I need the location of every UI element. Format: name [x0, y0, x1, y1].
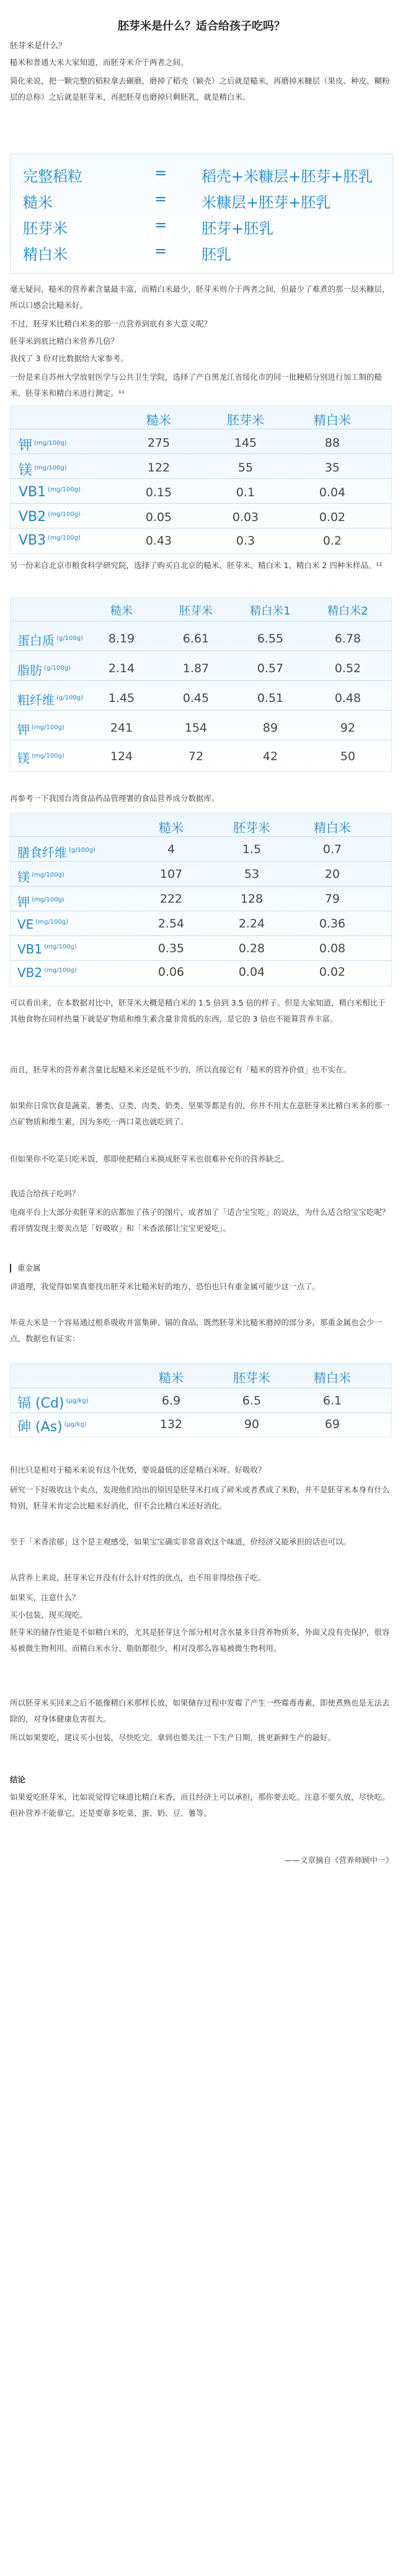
composition-name: 糙米 — [23, 194, 53, 211]
table-cell: 6.9 — [161, 1394, 181, 1408]
row-unit: (μg/kg) — [64, 1421, 87, 1428]
table-cell: 128 — [240, 892, 264, 906]
table-cell: 145 — [234, 436, 257, 450]
row-unit: (mg/100g) — [35, 919, 69, 926]
row-name — [17, 748, 64, 766]
composition-name: 胚芽米 — [23, 220, 68, 237]
table-cell: 50 — [340, 750, 356, 763]
nutrient-table-2 — [10, 597, 392, 772]
table-header: 糙米 — [110, 605, 133, 618]
table-cell: 241 — [110, 721, 133, 735]
row-name — [19, 509, 81, 525]
body-paragraph: 另一份来自北京市粮食科学研究院，选择了购买自北京的糙米、胚芽米、精白米 1、精白米 2 四种米样品。¹² — [10, 561, 383, 570]
row-divider — [10, 710, 392, 711]
row-label: VB1 — [19, 484, 46, 500]
table-cell: 0.02 — [319, 510, 346, 524]
table-cell: 0.7 — [322, 843, 342, 856]
table-cell: 0.04 — [319, 486, 346, 499]
table-cell: 8.19 — [108, 632, 135, 646]
table-cell: 53 — [244, 867, 260, 881]
body-paragraph: 如果爱吃胚芽米，比如说觉得它味道比精白米香，而且经济上可以承担，那你要去吃。注意不要久放，尽快吃。但补营养不能靠它，还是要靠多吃菜、蛋、奶、豆、薯等。 — [10, 1792, 390, 1818]
row-name — [17, 843, 95, 861]
row-label: 镁 — [17, 751, 30, 766]
table-cell: 0.45 — [182, 691, 210, 705]
body-paragraph: 讲道理，我觉得如果真要找出胚芽米比糙米好的地方，恐怕也只有重金属可能少这一点了。 — [10, 1282, 321, 1291]
row-label: 钾 — [19, 438, 33, 453]
row-divider — [10, 836, 392, 837]
table-cell: 35 — [324, 461, 340, 475]
table-cell: 0.02 — [319, 965, 346, 979]
page-title: 胚芽米是什么？适合给孩子吃吗？ — [118, 20, 285, 33]
table-cell: 72 — [188, 750, 204, 763]
section-heading: 重金属 — [17, 1263, 41, 1273]
intro-line: 糙米和普通大米大家知道，而胚芽米介于两者之间。 — [10, 58, 188, 67]
nutrient-table-1 — [10, 405, 392, 554]
table-cell: 1.87 — [182, 662, 210, 675]
table-cell: 0.08 — [319, 942, 346, 955]
intro-explain: 简化来说，把一颗完整的稻粒拿去碾磨，磨掉了稻壳（颖壳）之后就是糙米，再磨掉米糠层（果皮、种皮、糊粉层的总称）之后就是胚芽米，再把胚芽也磨掉只剩胚乳，就是精白米。 — [10, 76, 390, 102]
composition-parts: 稻壳+米糠层+胚芽+胚乳 — [202, 168, 373, 185]
row-name — [17, 892, 64, 910]
table-cell: 92 — [340, 721, 356, 735]
row-label: 蛋白质 — [17, 633, 55, 648]
row-name — [17, 965, 77, 980]
row-name — [19, 435, 67, 454]
row-divider — [10, 935, 392, 936]
body-paragraph: 毫无疑问，糙米的营养素含量最丰富，而精白米最少，胚芽米则介于两者之间，但最少了难煮的那一层米糠层，所以口感会比糙米好。 — [10, 284, 390, 310]
row-unit: (μg/kg) — [66, 1397, 89, 1404]
body-paragraph: 研究一下好吸收这个卖点，发现他们给出的原因是胚芽米打成了碎米或者煮成了米粉，并不是胚芽米本身有什么特别，胚芽米肯定会比糙米好消化，但不会比精白米还好消化。 — [10, 1485, 390, 1510]
table-header: 糙米 — [146, 413, 171, 427]
table-cell: 6.61 — [182, 632, 210, 646]
table-header: 精白米2 — [327, 605, 368, 618]
composition-name: 精白米 — [23, 246, 68, 263]
table-header: 糙米 — [159, 820, 184, 835]
table-cell: 1.5 — [242, 843, 262, 856]
row-divider — [10, 960, 392, 961]
row-unit: (mg/100g) — [32, 872, 64, 879]
body-paragraph: 再参考一下我国台湾食品药品管理署的食品营养成分数据库。 — [10, 794, 219, 803]
table-cell: 0.03 — [232, 510, 259, 524]
table-cell: 0.48 — [334, 691, 361, 705]
section-marker — [10, 1264, 11, 1273]
row-divider — [10, 886, 392, 887]
row-label: 砷 (As) — [17, 1419, 63, 1435]
row-divider — [10, 478, 392, 479]
row-name — [17, 942, 77, 957]
table-cell: 275 — [147, 436, 170, 450]
row-label: 膳食纤维 — [17, 845, 67, 860]
composition-row — [11, 186, 392, 211]
table-header: 精白米 — [314, 1370, 351, 1385]
table-cell: 0.2 — [322, 534, 342, 548]
table-header: 糙米 — [159, 1370, 184, 1385]
composition-parts: 胚芽+胚乳 — [202, 220, 274, 237]
row-label: 钾 — [17, 895, 30, 909]
table-header: 胚芽米 — [233, 1370, 270, 1385]
row-name — [17, 867, 64, 885]
table-cell: 222 — [159, 892, 183, 906]
table-cell: 1.45 — [108, 691, 135, 705]
body-paragraph: 而且，胚芽米的营养素含量比起糙米来还是低不少的，所以直接它有「糙米的营养价值」也不实在。 — [10, 1065, 352, 1074]
row-divider — [10, 453, 392, 454]
table-cell: 0.51 — [257, 691, 284, 705]
table-cell: 79 — [324, 892, 340, 906]
table-cell: 6.1 — [322, 1394, 342, 1408]
row-unit: (g/100g) — [44, 665, 71, 672]
row-label: 镉 (Cd) — [17, 1396, 64, 1411]
row-name — [19, 533, 81, 548]
table-cell: 0.15 — [145, 486, 172, 499]
composition-equals: = — [154, 242, 167, 260]
table-cell: 0.04 — [238, 965, 265, 979]
composition-parts: 胚乳 — [202, 246, 231, 263]
table-cell: 55 — [237, 461, 254, 475]
table-cell: 6.55 — [257, 632, 284, 646]
table-cell: 4 — [167, 843, 175, 856]
body-paragraph: 至于「米香浓郁」这个是主观感受，如果宝宝确实非常喜欢这个味道，价经济又能承担的话也可以。 — [10, 1537, 352, 1546]
row-divider — [10, 861, 392, 862]
table-cell: 154 — [184, 721, 208, 735]
row-unit: (g/100g) — [69, 847, 95, 854]
row-label: VB2 — [19, 509, 46, 525]
row-name — [19, 460, 67, 479]
table-header: 胚芽米 — [233, 820, 270, 835]
table-cell: 124 — [110, 750, 133, 763]
table-cell: 0.35 — [157, 942, 185, 955]
body-paragraph: 我找了 3 份对比数据给大家参考。 — [10, 354, 128, 363]
table-cell: 69 — [324, 1417, 340, 1431]
composition-row — [11, 212, 392, 237]
composition-parts: 米糠层+胚芽+胚乳 — [202, 194, 331, 211]
row-label: VE — [17, 917, 34, 932]
table-header: 精白米 — [314, 820, 351, 835]
body-paragraph: 从营养上来说，胚芽米它并没有什么针对性的优点，也不用非得给孩子吃。 — [10, 1573, 266, 1582]
conclusion-heading: 结论 — [10, 1775, 26, 1784]
table-cell: 6.78 — [334, 632, 361, 646]
body-paragraph: 如果你日常饮食是蔬菜、薯类、豆类、肉类、奶类、坚果等都是有的，你并不用太在意胚芽米比精白米多的那一点矿物质和维生素，因为多吃一两口菜也就吃到了。 — [10, 1101, 390, 1126]
row-name — [17, 631, 83, 649]
table-cell: 88 — [324, 436, 340, 450]
row-unit: (mg/100g) — [44, 967, 77, 975]
row-unit: (mg/100g) — [48, 486, 81, 493]
table-cell: 89 — [262, 721, 278, 735]
table-cell: 0.06 — [157, 965, 185, 979]
row-unit: (mg/100g) — [34, 464, 67, 471]
composition-row — [11, 239, 392, 263]
table-cell: 2.54 — [157, 917, 185, 931]
table-cell: 90 — [244, 1417, 260, 1431]
row-label: 脂肪 — [17, 663, 42, 678]
row-unit: (mg/100g) — [48, 510, 81, 518]
row-unit: (g/100g) — [56, 694, 83, 702]
row-unit: (mg/100g) — [44, 944, 77, 951]
nutrient-table-3 — [10, 813, 392, 986]
composition-name: 完整稻粒 — [23, 168, 82, 185]
row-name — [17, 660, 71, 678]
table-cell: 2.14 — [108, 662, 135, 675]
heavy-metal-table — [10, 1363, 392, 1437]
row-divider — [10, 503, 392, 504]
row-label: VB1 — [17, 942, 43, 957]
composition-equals: = — [154, 216, 167, 234]
row-label: VB2 — [17, 965, 43, 980]
body-paragraph: 如果买，注意什么？ — [10, 1593, 80, 1602]
row-label: 粗纤维 — [17, 693, 55, 708]
row-unit: (mg/100g) — [32, 896, 64, 904]
table-cell: 132 — [159, 1417, 183, 1431]
table-cell: 122 — [147, 461, 170, 475]
row-name — [19, 484, 81, 500]
row-name — [17, 720, 64, 738]
table-cell: 6.5 — [242, 1394, 262, 1408]
body-paragraph: 不过，胚芽米比精白米多的那一点营养到底有多大意义呢？ — [10, 319, 212, 328]
table-cell: 20 — [324, 867, 340, 881]
table-cell: 0.05 — [145, 510, 172, 524]
composition-equals: = — [154, 190, 167, 208]
table-cell: 0.3 — [236, 534, 255, 548]
row-unit: (mg/100g) — [48, 534, 81, 541]
body-paragraph: 但比只是相对于糙米来说有这个优势，要说最低的还是精白米呀。好吸收？ — [10, 1465, 266, 1474]
composition-equals: = — [154, 164, 167, 182]
body-paragraph: 胚芽米的储存性能是不如精白米的，尤其是胚芽这个部分相对含水量多目营养物质多，外面又没有壳保护，很容易被微生物利用。而精白米水分、脂肪都很少，相对没那么容易被微生物利用。 — [10, 1628, 390, 1653]
row-label: 镁 — [17, 870, 30, 885]
row-label: 镁 — [19, 463, 33, 478]
table-cell: 2.24 — [238, 917, 265, 931]
row-label: 钾 — [17, 722, 30, 737]
row-divider — [10, 680, 392, 681]
table-header: 精白米1 — [250, 605, 291, 618]
table-cell: 0.1 — [236, 486, 255, 499]
table-cell: 0.57 — [257, 662, 284, 675]
row-unit: (mg/100g) — [32, 724, 64, 732]
table-header: 胚芽米 — [227, 413, 264, 427]
row-name — [17, 1393, 89, 1412]
table-cell: 0.36 — [319, 917, 346, 931]
body-paragraph: 胚芽米到底比精白米营养几倍？ — [10, 336, 119, 346]
composition-row — [11, 160, 392, 185]
row-unit: (g/100g) — [56, 635, 83, 642]
row-name — [17, 917, 68, 932]
table-cell: 107 — [159, 867, 183, 881]
body-paragraph: 毕竟大米是一个容易通过根系吸收并富集砷、镉的食品，既然胚芽米比糙米磨掉的部分多，那重金属也会少一点，数据也有证实： — [10, 1318, 383, 1343]
source-credit: ——文章摘自《营养师顾中一》 — [284, 1855, 393, 1865]
table-cell: 0.52 — [334, 662, 361, 675]
intro-question: 胚芽米是什么？ — [10, 42, 67, 51]
body-paragraph: 但如果你不吃菜只吃米饭，那即使把精白米换成胚芽米也很难补充你的营养缺乏。 — [10, 1154, 290, 1163]
composition-box — [10, 154, 393, 274]
row-name — [17, 690, 83, 708]
row-name — [17, 1416, 87, 1435]
row-unit: (mg/100g) — [34, 439, 67, 447]
body-paragraph: 我适合给孩子吃吗？ — [10, 1189, 80, 1198]
body-paragraph: 一份是来自苏州大学放射医学与公共卫生学院，选择了产自黑龙江省绥化市的同一批粳稻分别进行加工制的糙米、胚芽米和精白米进行测定。¹¹ — [10, 372, 383, 398]
body-paragraph: 买小包装，现买现吃。 — [10, 1610, 88, 1619]
table-header: 精白米 — [314, 413, 351, 427]
table-cell: 0.43 — [145, 534, 172, 548]
body-paragraph: 所以胚芽米买回来之后不能像精白米那样长放，如果储存过程中发霉了产生一些霉毒毒素，即使煮熟也是无法去除的，对身体健康危害很大。 — [10, 1698, 390, 1724]
body-paragraph: 电商平台上大部分卖胚芽米的店都加了孩子的图片，或者加了「适合宝宝吃」的说法，为什么适合给宝宝吃呢？看评情发现主要卖点是「好吸收」和「米香浓郁让宝宝更爱吃」。 — [10, 1207, 390, 1233]
table-header: 胚芽米 — [179, 605, 213, 618]
body-paragraph: 所以如果要吃，建议买小包装，尽快吃完。拿到也要关注一下生产日期，挑更新鲜生产的最好。 — [10, 1733, 336, 1742]
body-paragraph: 可以看出来，在本数据对比中，胚芽米大概是精白米的 1.5 倍到 3.5 倍的样子。但是大家知道，精白米相比于其他食物在同样热量下就是矿物质和维生素含量非常低的东西，是它的 3 倍也不能算营养丰富。 — [10, 998, 386, 1023]
table-cell: 42 — [262, 750, 278, 763]
table-cell: 0.28 — [238, 942, 265, 955]
row-unit: (mg/100g) — [32, 753, 64, 760]
row-label: VB3 — [19, 533, 46, 548]
table-background — [10, 597, 392, 772]
